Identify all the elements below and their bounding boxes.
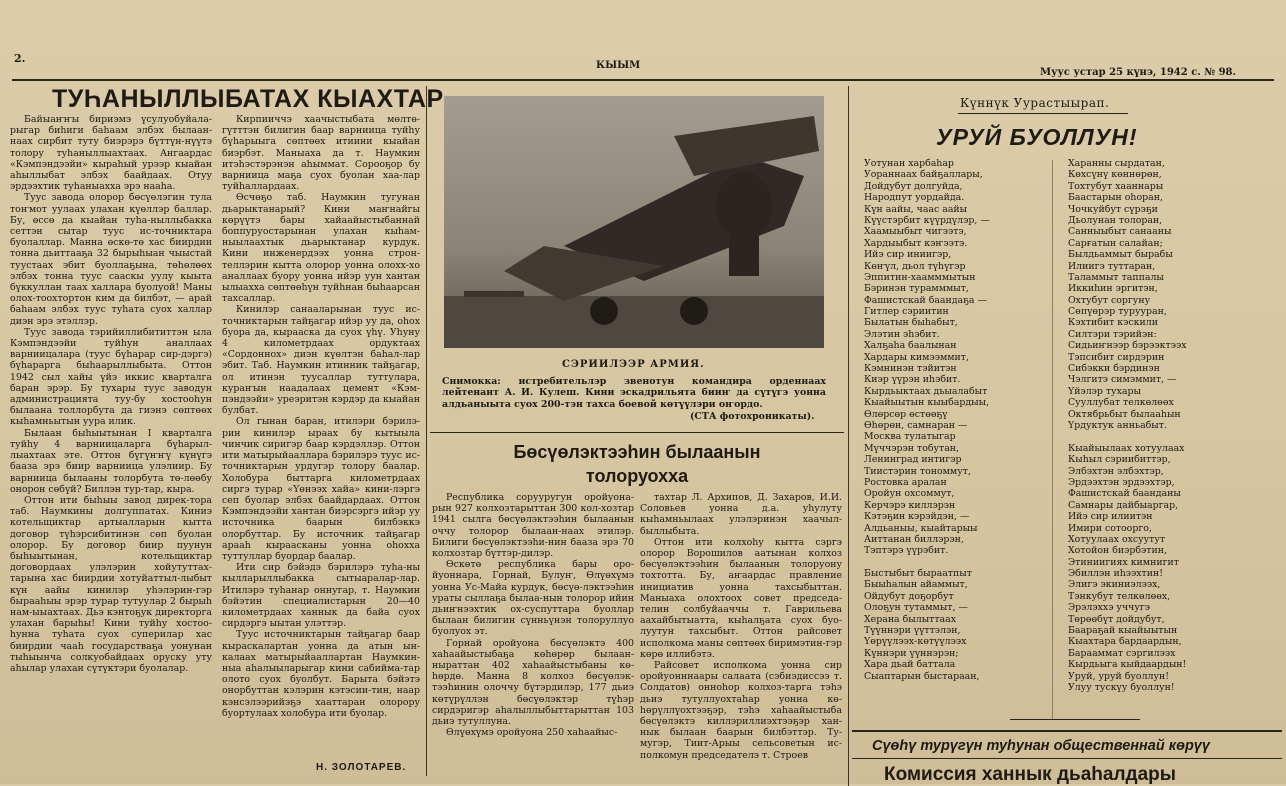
poem-end-rule bbox=[1010, 719, 1140, 720]
poem-author-rule bbox=[958, 113, 1128, 114]
poem-line: Охтубут соргуну bbox=[1068, 294, 1151, 306]
poem-line: Сарғатын салайан; bbox=[1068, 237, 1163, 249]
poem-line: Кырдьыктаах дьыалабыт bbox=[864, 385, 988, 397]
poem-line: Керчэрэ киллэрэн bbox=[864, 499, 956, 511]
poem-line: Чочкуйбут сүрэҕи bbox=[1068, 203, 1158, 215]
poem-line: Херана былыттаах bbox=[864, 613, 956, 625]
poem-line: Харанны сырдатан, bbox=[1068, 158, 1165, 169]
poem-line: Этиниигиях кимнигит bbox=[1068, 556, 1179, 568]
poem-line: Олоҕун тутаммыт, — bbox=[864, 602, 968, 614]
poem-line bbox=[1068, 431, 1278, 442]
poem-line: Тэпсибит сирдэрин bbox=[1068, 351, 1165, 363]
poem-line: Алдьаныы, кыайтарыы bbox=[864, 522, 978, 534]
poem-line: Кыһыл сэриибиттэр, bbox=[1068, 454, 1171, 466]
article2-title-line2: толоруохха bbox=[585, 466, 689, 486]
poem-line: Былдьаммыт бырабы bbox=[1068, 249, 1173, 261]
poem-line: Бэринэн турамммыт, bbox=[864, 283, 969, 295]
poem-line: Хотойон биэрбэтин, bbox=[1068, 545, 1167, 557]
poem-line: Кыахтара бардаардын, bbox=[1068, 636, 1182, 648]
poem-line: Санныыбыт санааны bbox=[1068, 226, 1172, 238]
poem-line: Эппитин-хаамммытын bbox=[864, 271, 976, 283]
poem-line: Силтэри тэрийэн: bbox=[1068, 328, 1157, 340]
poem-line: Народпут уордайда. bbox=[864, 192, 965, 204]
paragraph: Республика сорууругун оройуона-рын 927 колхозтарыттан 300 кол-хозтар 1941 сылга бөсүөлэктээһин былаанын оччу толорор былаан-наах этилэр. Билиги бөсүөлэктээһи-нин бааза эрэ 70 колхозтар бүттэр-дилэр. bbox=[432, 492, 634, 560]
poem-line: Тэнкубут телкөлөөх, bbox=[1068, 590, 1171, 602]
poem-line: Гитлер сэриитин bbox=[864, 306, 949, 318]
poem-line: Кыайыылаах хотуулаах bbox=[1068, 442, 1185, 454]
paragraph: Ол гынан баран, итилэри бэрилэ-рин кинилэр ыраах бу кытыыла чинчик сиригэр баар кэрдэллэр. Оттон ити матырыйааллара бэрилэрэ туус ис-точниктарын урдугэр толору баалар. Холобура быттарга километрдаах сиргэ турар «Үөнээх хайа» кини-лэргэ сеп буолар элбэх баайдардаах. Оттон Кэмпэндээйи хантан биэрсэргэ ийэр уу источника баарын билбэккэ олорбуттар. Бу источник тайҕагар арааһ кыраасканы уонна оһохха туттуллар буордар баалар. bbox=[222, 416, 420, 562]
poem-line: Ийэ сир иниигэр, bbox=[864, 249, 952, 261]
article1-signature: Н. ЗОЛОТАРЕВ. bbox=[316, 762, 407, 773]
poem-line: Илиигэ туттаран, bbox=[1068, 260, 1156, 272]
poem-line: Элигэ экиниэлээх, bbox=[1068, 579, 1161, 591]
poem-line: Уотунан харбаһар bbox=[864, 158, 954, 169]
photo-bottom-rule bbox=[430, 432, 844, 433]
poem-line: Кэхтибит кэскили bbox=[1068, 317, 1158, 329]
poem-line: Киэр үүрэн иһэбит. bbox=[864, 374, 961, 386]
poem-line: Октябрьбыт былааһын bbox=[1068, 408, 1181, 420]
poem-line: Кэтэҕин кэрэйдэн, — bbox=[864, 511, 970, 523]
poem-line: Хотуулаах охсуутут bbox=[1068, 533, 1166, 545]
paragraph: Ити сир бэйэдэ бэрилэрэ туһа-ны кылларыллыбакка сытыаралар-лар. Итилэрэ туһанар оннугар, т. Наумкин бэйэтин специалистарын 20—40 километрдаах ханнык да байа суох сирдэргэ ыытан улэттэр. bbox=[222, 562, 420, 630]
article1-column-2 bbox=[222, 114, 420, 744]
poem-author: Күннүк Уурастыырап. bbox=[960, 96, 1110, 110]
poem-line: Имири сотоорго, bbox=[1068, 522, 1152, 534]
poem-line: Ийэ сир илиитэн bbox=[1068, 511, 1153, 523]
article1-title: ТУҺАНЫЛЛЫБАТАХ КЫАХТАР bbox=[52, 85, 444, 113]
poem-line: Элбэхтэн элбэхтэр, bbox=[1068, 465, 1164, 477]
poem-line: Уруй, уруй буоллун! bbox=[1068, 670, 1170, 682]
poem-line: Үөрүүлээх-көтүүлээх bbox=[864, 636, 967, 648]
poem-line: Тохтубут хааннары bbox=[1068, 180, 1164, 192]
poem-line: Кэмнинэн тэйитэн bbox=[864, 363, 957, 375]
poem-line: Хардыыбыт кэҥээтэ. bbox=[864, 237, 968, 249]
poem-line: Сидьиҥнээр бэрээктээх bbox=[1068, 340, 1187, 352]
photo-illustration bbox=[444, 96, 824, 348]
poem-line: Москва тулатыгар bbox=[864, 431, 956, 443]
section-rule-2 bbox=[852, 758, 1282, 759]
poem-line: Эрэлэххэ уччугэ bbox=[1068, 602, 1151, 614]
poem-line: Быстыбыт быраатпыт bbox=[864, 568, 972, 580]
poem-line: Баастарын оһоран, bbox=[1068, 192, 1163, 204]
section-heading: Сүөһү турүгүн туһунан общественнай көрүү bbox=[872, 738, 1210, 754]
poem-line: Эрдээхтэн эрдээхтэр, bbox=[1068, 476, 1175, 488]
poem-line: Сыаптарын быстараан, bbox=[864, 670, 980, 682]
poem-line: Аиттанан биллэрэн, bbox=[864, 533, 964, 545]
column-divider bbox=[848, 86, 849, 786]
poem-line: Үрдуктук анньабыт. bbox=[1068, 419, 1167, 431]
poem-line: Ленинград интигэр bbox=[864, 454, 962, 466]
masthead-rule bbox=[12, 79, 1274, 81]
poem-line: Хардары кимээммит, bbox=[864, 351, 969, 363]
poem-line: Кырдьыга кыйдаардын! bbox=[1068, 659, 1187, 671]
column-divider bbox=[426, 86, 427, 776]
issue-date: Муус устар 25 күнэ, 1942 с. № 98. bbox=[1040, 67, 1236, 78]
poem-line: Көхсүнү көннөрөн, bbox=[1068, 169, 1162, 181]
poem-line: Барааммат сэргилээх bbox=[1068, 647, 1176, 659]
poem-line: Сөпүөрэр турууран, bbox=[1068, 306, 1167, 318]
poem-line: Халҕаһа баалынан bbox=[864, 340, 957, 352]
poem-line: Эбиллэн иһээхтин! bbox=[1068, 568, 1163, 580]
poem-line: Сууллубат телкөлөөх bbox=[1068, 397, 1174, 409]
poem-line: Сибэкки бэрдинэн bbox=[1068, 363, 1160, 375]
paragraph: Кинилэр санааларынан туус ис-точниктарын тайҕагар ийэр уу да, оһох буора да, кырааска да суох үһү. Уһуну 4 километрдаах ордуктаах «Сордоннох» диэн күөлтэн баһал-лар эбит. Таб. Наумкин итинник тайҕагар, ол итинэн туусаллар туттулара, кураҥын наадалаах цемент «Кэм-пэндээйи» уреэритэн кэрдэр да кыайан булбат. bbox=[222, 304, 420, 417]
photo-credit: (СТА фотохроникаты). bbox=[690, 411, 815, 422]
poem-line: Дьолунан толоран, bbox=[1068, 214, 1163, 226]
poem-line: Тиистэрин тономмут, bbox=[864, 465, 971, 477]
poem-line: Тэптэрэ үүрэбит. bbox=[864, 545, 949, 557]
paragraph: Өлүөхүмэ оройуона 250 хаһаайыс- bbox=[446, 727, 618, 739]
paragraph: Байыаҥҥы бириэмэ үсулуобуйала-рыгар биһиги баһаам элбэх былаан-наах сирбит туту биэрэрэ бүттүн-нүүтэ толору туһаныллыахтаах. Ангаардас «Кэмпэндээйи» кыраһый урээр кыайан аһыллыбат элбэх баайдаах. Отуу эрдээхтик туһаныахха эрэ нааһа. bbox=[10, 114, 212, 193]
poem-line: Күн аайы, чаас аайы bbox=[864, 203, 968, 215]
caption-text: Снимокка: истребительлэр звенотун командира орденнаах лейтенант А. И. Кулеш. Кини эскадрильята бииҥ да сүтүгэ уонна алдьаныыта суох 200-тэн тахса боевой көтүүлэри оҥордо. bbox=[442, 376, 826, 410]
poem-line: Ойдубут доҕорбут bbox=[864, 590, 954, 602]
poem-line: Ростовка аралан bbox=[864, 476, 947, 488]
poem-line: Көҥүл, дьол түһүгэр bbox=[864, 260, 966, 272]
poem-title: УРУЙ БУОЛЛУН! bbox=[936, 124, 1138, 150]
paragraph: Кирпииччэ хаачыстыбата мөлтө-гүтттэн билигин баар варниица туйһу бүһарыыга сөптөөх итиини кыайан биэрбэт. Маныаха да т. Наумкин итэһэстэрэнэн аһыммат. Сорооҕор бу варниица маҕа суох буолан хаа-лар туйһаллардаах. bbox=[222, 114, 420, 193]
paragraph: Туус завода олорор бөсүөлэгин тула тоҥмот уулаах улахан күөллэр баллар. Бу, өссө да кыайан туһа-ныллыбакка сеттэн сытар туус ис-точниктара буолаллар. Манна өскө-тө хас биирдии тонна дьиттааҕа 32 бырыһыан чыыстай туустаах эбит буоллаҕына, төһөлөөх элбэх тонна туус сааскы уулу кыыта бүккуллан таах халлара буолуой! Маны олох-тоохтортон ким да билбэт, — арай баһаам элбэх туус туһата суох халлар диэн эрэ этэллэр. bbox=[10, 192, 212, 327]
page-number: 2. bbox=[14, 52, 26, 65]
poem-line: Өһөрөн, самнаран — bbox=[864, 419, 968, 431]
poem-line: Күүстэрбит күүрдүлэр, — bbox=[864, 214, 990, 226]
poem-line: Хаамыыбыт чигээтэ, bbox=[864, 226, 967, 238]
paragraph: Өскөтө республика бары оро-йуоннара, Горнай, Булуҥ, Өлүөхүмэ уонна Ус-Майа курдук, бөсүө-лэктээһин ураты сыллаҕа былаа-нын толорор ийин дьиҥнээхтик ох-суспуттара буоллар былаан билигин сүнньүнэн толоруллуо буолуох эт. bbox=[432, 559, 634, 638]
paragraph: Туус источниктарын тайҕагар баар кыраскалартан уонна да атын ын-калаах матырыйааллартан Наумкин-ныа аһалыыларыгар кини сабийма-тар олото суох буолбут. Барыта бэйэтэ онорбуттан кэлэрин кэтэсии-тин, наар кэнсэлээрийэҕэ хааттаран олорору буортулаах холобура ити буолар. bbox=[222, 629, 420, 719]
poem-divider bbox=[1052, 160, 1053, 720]
poem-line: Үйэлэр тухары bbox=[1068, 385, 1141, 397]
article1-column-1 bbox=[10, 114, 212, 776]
paragraph: Туус завода тэрийиллибититтэн ыла Кэмпэндээйи туйһун аналлаах варниицалара (туус бүһарар сир-дэргэ) бүһарарга быһаарыллыбыта. Оттон 1942 сыл хайы үйэ иккис кварталга баран эрэр. Бу тухары туус заводун администрацията туу-бу хостооһун былаана толлорбута да гиэнэ сөптөөх кыһамньытын уура илик. bbox=[10, 326, 212, 428]
poem-line: Баараҕай кыайыытын bbox=[1068, 625, 1178, 637]
poem-line: Уораннаах байҕаллары, bbox=[864, 169, 983, 181]
poem-line: Фашистскай баандаҕа — bbox=[864, 294, 987, 306]
poem-line: Самнары дайбыаргар, bbox=[1068, 499, 1179, 511]
paragraph: Оттон ити быһыы завод дирек-тора таб. Наумкины долгуппатах. Киниэ котельщиктар артыалларын кытта договор түһэрсибитинэн сөп буолан олорор. Бу договор биир пуунун быһыытынан, котельщиктар договордаах улэлэрин хойутуттах-тарына хас биирдии хотуйаттыл-лыбыт күн аайы кинилэр уһэлэрин-гэр бырааһыы эрэр турар тутуулар 2 бырыһ нам-ыыахтаах. Дьэ кэнтоҕук директорга улахан барыһы! Кини туйһу хостоо-һунна туһата суох суперилар хас биирдии чааһ государстваҕа уонунан тыһыынча солкуобайдаах оруску уту аһылар улахан сүтүктэри буолалар. bbox=[10, 494, 212, 674]
poem-line: Күннэри үүннэрэн; bbox=[864, 647, 959, 659]
poem-line: Быыһалын айаммыт, bbox=[864, 579, 968, 591]
poem-line: Түүннэри үүттэлэн, bbox=[864, 625, 961, 637]
poem-column-2 bbox=[1068, 158, 1278, 718]
photo-aircraft-pilot bbox=[444, 96, 824, 348]
poem-line: Иккиһин эргитэн, bbox=[1068, 283, 1158, 295]
paragraph: Оттон ити колхоһу кытта сэргэ олорор Ворошилов аатынан колхоз бөсүөлэктээһин былаанын толоруону тохтотта. Бу, аҥаардас правление инициатив уонна тахсыбыттан. Маныаха олохтоох совет председа-телин солбуйааччы т. Гаврильева аахайбытыатта, кыһалҕата суох буо-луутун тахсыбыт. Оттон райсовет исполкома маны сөптөөх биримэтин-гэр көрө иллибэтэ. bbox=[640, 536, 842, 660]
poem-line: Дойдубут долгуйда, bbox=[864, 180, 963, 192]
bottom-article-title: Комиссия ханнык дьаһалдары bbox=[884, 764, 1176, 785]
paragraph: тахтар Л. Архипов, Д. Захаров, И.И. Соловьев уонна д.а. уһулуту кыһамньылаах улэлэринэн хаачыл-быллыбыта. bbox=[640, 492, 842, 537]
newspaper-name: КЫЫМ bbox=[596, 60, 641, 71]
paragraph: Өсчөҕо таб. Наумкин тугунан дьарыктанарый? Кини маҥнайгы көрүүтэ бары хайаайыстыбаннай боппуруостарынан улахан кыһам-ныылаахтык дьарыктанар курдук. Кини инженердээх уонна строн-теллэрин кытта олорор уонна олохх-хо аналлаах буору уонна ийэр уун хантан ылыахха сөптөөһүн туйһнан быһаарсан тахсаллар. bbox=[222, 192, 420, 305]
photo-heading: СЭРИИЛЭЭР АРМИЯ. bbox=[562, 359, 705, 370]
poem-line: Чэлгитэ симэммит, — bbox=[1068, 374, 1177, 386]
article2-column-2 bbox=[640, 492, 842, 774]
poem-line: Элэтин эһэбит. bbox=[864, 328, 940, 340]
article2-title-line1: Бөсүөлэктээһин былаанын bbox=[513, 442, 761, 462]
poem-line: Төрөөбүт дойдубут, bbox=[1068, 613, 1165, 625]
poem-line: Оройун охсоммут, bbox=[864, 488, 955, 500]
poem-line: Таламмыт таппалы bbox=[1068, 271, 1164, 283]
poem-column-1 bbox=[864, 158, 1034, 718]
poem-line: Өлөрсөр өстөөҕү bbox=[864, 408, 948, 420]
paragraph: Райсовет исполкома уонна сир оройуонннаары салаата (сэбиэдиссээ т. Солдатов) онноһор колхоз-тарга тэһэ дьиэ тутуллуохтаһар уонна кө-һөрүллүохтээҕэр, тэһэ хаһаайыстыба бөсүөлэктэ киллэриллиэхтээҕэр хан-нык былаан баарын билбэттэр. Ту-мугэр, Тиит-Арыы сельсоветын ис-полкомун председателэ т. Строев bbox=[640, 660, 842, 761]
poem-line bbox=[864, 557, 1034, 568]
poem-line: Былатын быһабыт, bbox=[864, 317, 958, 329]
poem-line: Мүччэрэн тобутан, bbox=[864, 442, 960, 454]
poem-line: Улуу тускүу буоллун! bbox=[1068, 681, 1175, 693]
poem-line: Кыайыытын кыыбардыы, bbox=[864, 397, 990, 409]
article2-column-1 bbox=[432, 492, 634, 774]
poem-line: Хара дьай баттала bbox=[864, 659, 956, 671]
poem-line: Фашистскай баанданы bbox=[1068, 488, 1181, 500]
photo-caption bbox=[442, 376, 826, 410]
paragraph: Горнай оройуона бөсүөлэктэ 400 хаһаайыстыбаҕа көһөрөр былаан-ныраттан 402 хаһаайыстыбаны кө-һөрдө. Манна 8 колхоз бөсүөлэк-тээһинин олоччу бүтэрдилэр, 177 дьиэ көтүрүллэн бөсүөлэктэр түһэр сирдэригэр аһалыллыбыттарыттан 103 дьиэ тутуллуна. bbox=[432, 637, 634, 728]
section-rule bbox=[852, 730, 1282, 732]
paragraph: Былаан быһыытынан I кварталга туйһу 4 варниицаларга бүһарыл-лыахтаах эте. Оттон бүгүҥҥү күнүгэ бааза эрэ биир варниица улэлиир. Бу варниица былааны толорбута тө-лөөбу онорон сөбүй? Биллэн тур-тар, кыра. bbox=[10, 427, 212, 495]
